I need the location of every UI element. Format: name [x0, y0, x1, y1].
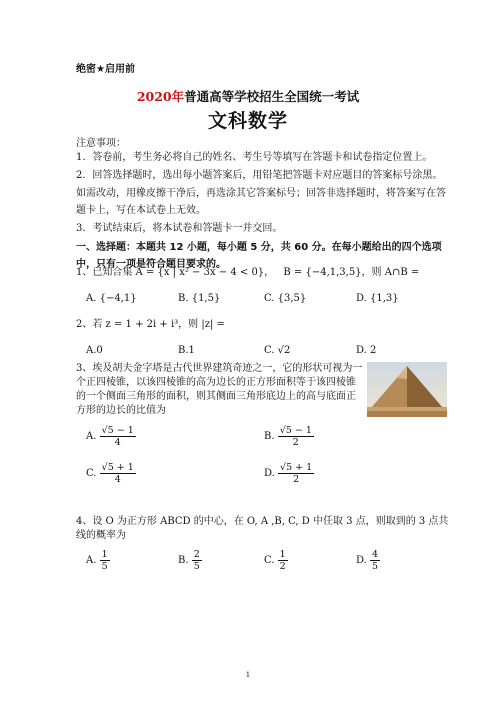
- q3-d-numerator: √5 + 1: [280, 462, 313, 473]
- q1-stem-b: B = {−4,1,3,5}，则 A∩B =: [283, 267, 420, 278]
- q2-option-d: D. 2: [356, 345, 377, 356]
- q1-option-c: C. {3,5}: [264, 293, 307, 304]
- notice-heading: 注意事项：: [76, 138, 126, 149]
- exam-year: 2020年: [136, 89, 185, 104]
- q4-option-d: D. $\frac{4}{5}$: [356, 549, 379, 572]
- q3-b-denominator: 2: [292, 437, 299, 448]
- q3-option-c: C. $\frac{√5 + 1}{4}$: [86, 462, 134, 485]
- page-title: 文科数学: [207, 110, 288, 132]
- q3-a-denominator: 4: [114, 437, 121, 448]
- q2-option-a: A.0: [86, 345, 103, 356]
- q4-option-a: A. $\frac{1}{5}$: [86, 549, 108, 572]
- q3-a-numerator: √5 − 1: [101, 425, 134, 436]
- q2-option-c: C. √2: [264, 345, 291, 356]
- notice-item-2: 2．回答选择题时，选出每小题答案后，用铅笔把答题卡对应题目的答案标号涂黑。如需改动，用橡皮擦干净后，再选涂其它答案标号；回答非选择题时，将答案写在答题卡上，写在本试卷上无效。: [76, 170, 446, 217]
- notice-item-1: 1．答卷前，考生务必将自己的姓名、考生号等填写在答题卡和试卷指定位置上。: [76, 152, 433, 163]
- q1-stem-a: 1、已知合集 A = {x | x² − 3x − 4 < 0}，: [76, 267, 275, 278]
- exam-subtitle: [0, 87, 496, 105]
- q1-option-b: B. {1,5}: [178, 293, 221, 304]
- question-4: 4、设 O 为正方形 ABCD 的中心，在 O, A ,B, C, D 中任取 3 点，则取到的 3 点共线的概率为: [76, 516, 449, 541]
- question-3: 3、埃及胡夫金字塔是古代世界建筑奇迹之一，它的形状可视为一个正四棱锥，以该四棱锥的高为边长的正方形面积等于该四棱锥的一个侧面三角形的面积，则其侧面三角形底边上的高与底面正方形的边长的比值为: [76, 363, 363, 416]
- page-number: 1: [245, 671, 251, 679]
- q1-option-d: D. {1,3}: [356, 293, 399, 304]
- q1-option-a: A. {−4,1}: [86, 293, 137, 304]
- q3-c-denominator: 4: [114, 474, 121, 485]
- pyramid-photo: [367, 362, 447, 417]
- exam-name: 普通高等学校招生全国统一考试: [184, 89, 360, 104]
- confidential-tag: 绝密★启用前: [76, 64, 135, 75]
- q4-option-c: C. $\frac{1}{2}$: [264, 549, 286, 572]
- q3-option-a: A. $\frac{√5 - 1}{4}$: [86, 425, 134, 448]
- section-heading: 一、选择题：本题共 12 小题，每小题 5 分，共 60 分。在每小题给出的四个选项中，只有一项是符合题目要求的。: [76, 242, 442, 270]
- q3-option-b: B. $\frac{√5 - 1}{2}$: [264, 425, 312, 448]
- q3-d-denominator: 2: [293, 474, 300, 485]
- pyramid-image: [367, 362, 447, 417]
- q2-option-b: B.1: [178, 345, 195, 356]
- q3-b-numerator: √5 − 1: [279, 425, 312, 436]
- q4-option-b: B. $\frac{2}{5}$: [178, 549, 200, 572]
- question-2: 2、若 z = 1 + 2i + i³，则 |z| =: [76, 319, 225, 330]
- q3-option-d: D. $\frac{√5 + 1}{2}$: [264, 462, 313, 485]
- q3-c-numerator: √5 + 1: [101, 462, 134, 473]
- notice-item-3: 3．考试结束后，将本试卷和答题卡一并交回。: [76, 223, 283, 234]
- question-1: [76, 266, 456, 280]
